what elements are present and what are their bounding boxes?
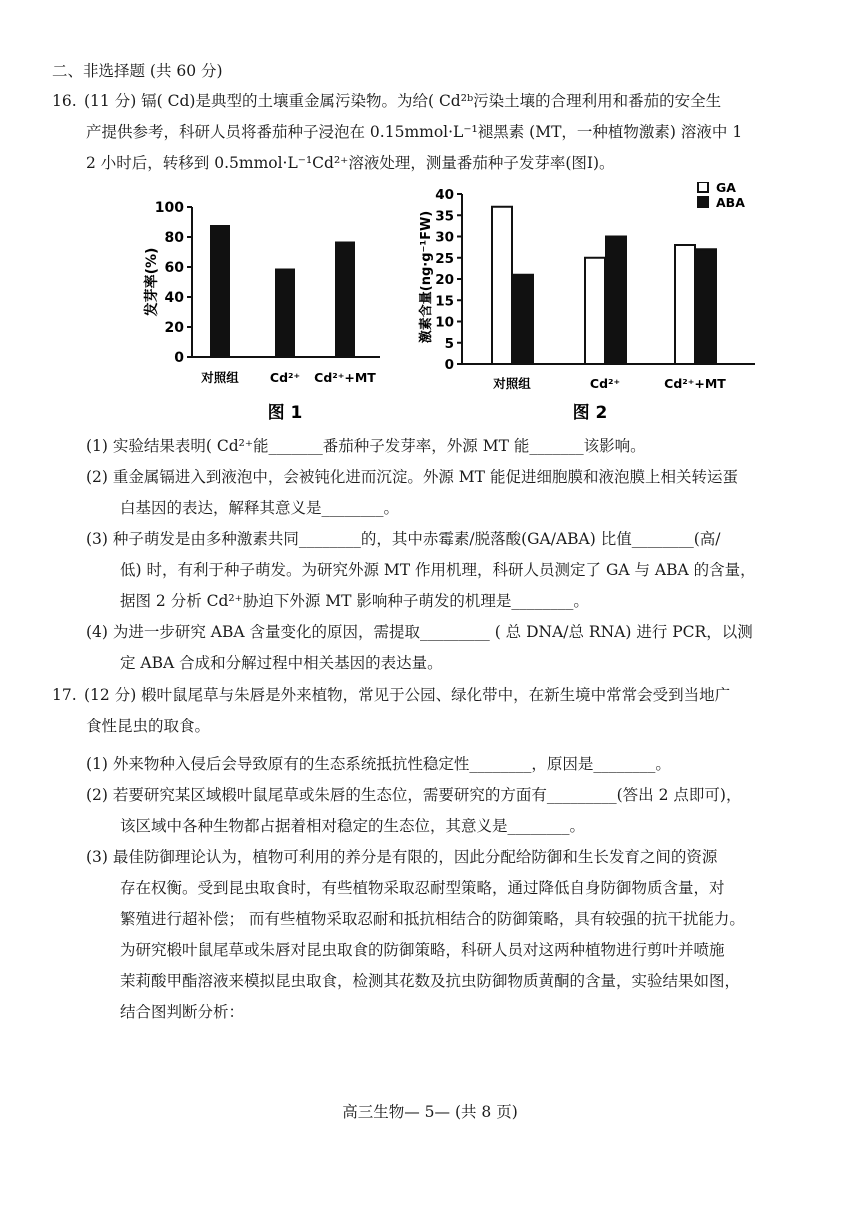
figure-1: [143, 200, 380, 423]
fig2-legend-label: ABA: [716, 195, 745, 210]
q16-sub1: (1) 实验结果表明( Cd²⁺能_______番茄种子发芽率，外源 MT 能_______该影响。: [86, 437, 646, 455]
fig2-legend-swatch-aba: [698, 197, 708, 207]
fig1-caption: 图 1: [267, 403, 303, 423]
fig2-bar-ga: [675, 245, 695, 364]
page-footer: 高三生物— 5— (共 8 页): [342, 1103, 518, 1121]
q17-sub3-line-5: 茉莉酸甲酯溶液来模拟昆虫取食，检测其花数及抗虫防御物质黄酮的含量，实验结果如图，: [120, 972, 741, 990]
fig2-y-tick-label: 0: [444, 357, 454, 373]
q17-sub2-line-2: 该区域中各种生物都占据着相对稳定的生态位，其意义是________。: [120, 817, 586, 835]
q17-line-2: 食性昆虫的取食。: [86, 717, 211, 735]
fig1-bar: [275, 269, 295, 358]
fig2-bar-aba: [606, 237, 626, 365]
fig2-y-tick-label: 30: [435, 229, 454, 246]
fig2-bar-aba: [513, 275, 533, 364]
q16-sub3-line-3: 据图 2 分析 Cd²⁺胁迫下外源 MT 影响种子萌发的机理是________。: [120, 592, 589, 610]
fig1-category-label: Cd²⁺: [269, 370, 301, 385]
q17-text-1: (12 分) 椴叶鼠尾草与朱唇是外来植物，常见于公园、绿化带中，在新生境中常常会受到当地广: [84, 686, 731, 704]
fig2-caption: 图 2: [572, 403, 608, 423]
fig2-category-label: 对照组: [493, 376, 531, 391]
q17-line-1: [52, 684, 730, 706]
fig2-y-tick-label: 5: [444, 335, 454, 352]
fig2-y-tick-label: 35: [435, 208, 454, 225]
q16-sub3-line-2: 低) 时，有利于种子萌发。为研究外源 MT 作用机理，科研人员测定了 GA 与 ABA 的含量，: [120, 561, 756, 579]
q16-line-3: 2 小时后，转移到 0.5mmol·L⁻¹Cd²⁺溶液处理，测量番茄种子发芽率(图Ⅰ)。: [86, 154, 615, 172]
fig1-bar: [210, 225, 230, 357]
fig1-y-tick-label: 60: [164, 260, 184, 276]
figure-2: [418, 182, 755, 423]
fig1-y-tick-label: 100: [154, 200, 184, 216]
fig1-y-tick-label: 80: [164, 230, 184, 246]
q16-sub4-line-1: (4) 为进一步研究 ABA 含量变化的原因，需提取_________ ( 总 DNA/总 RNA) 进行 PCR，以测: [86, 623, 753, 641]
q17-sub1: (1) 外来物种入侵后会导致原有的生态系统抵抗性稳定性________，原因是________。: [86, 755, 671, 773]
fig2-y-tick-label: 40: [435, 187, 454, 203]
fig2-category-label: Cd²⁺+MT: [664, 376, 726, 391]
fig2-category-label: Cd²⁺: [589, 376, 621, 391]
fig1-y-tick-label: 20: [164, 320, 184, 336]
q16-sub3-line-1: (3) 种子萌发是由多种激素共同________的，其中赤霉素/脱落酸(GA/ABA) 比值________(高/: [86, 530, 721, 548]
q16-sub2-line-2: 白基因的表达，解释其意义是________。: [120, 499, 400, 517]
fig1-y-tick-label: 40: [164, 290, 184, 306]
fig2-legend-swatch-ga: [698, 182, 708, 192]
q16-text-1: (11 分) 镉( Cd)是典型的土壤重金属污染物。为给( Cd²ᵇ污染土壤的合理利用和番茄的安全生: [84, 92, 722, 110]
section-title: 二、非选择题 (共 60 分): [52, 62, 223, 80]
q17-sub3-line-1: (3) 最佳防御理论认为，植物可利用的养分是有限的，因此分配给防御和生长发育之间的资源: [86, 848, 718, 866]
fig2-bar-aba: [696, 249, 716, 364]
q16-line-1: [52, 90, 721, 112]
q16-line-2: 产提供参考，科研人员将番茄种子浸泡在 0.15mmol·L⁻¹褪黑素 (MT，一种植物激素) 溶液中 1: [86, 123, 743, 141]
fig1-y-axis-label: 发芽率(%): [144, 247, 160, 317]
fig2-y-axis-label: 激素含量(ng·g⁻¹FW): [419, 210, 434, 344]
q17-sub3-line-4: 为研究椴叶鼠尾草或朱唇对昆虫取食的防御策略，科研人员对这两种植物进行剪叶并喷施: [120, 941, 725, 959]
q17-number: 17.: [52, 686, 77, 704]
q17-sub3-line-3: 繁殖进行超补偿； 而有些植物采取忍耐和抵抗相结合的防御策略，具有较强的抗干扰能力。: [120, 910, 745, 928]
fig2-y-tick-label: 15: [435, 293, 454, 310]
fig2-y-tick-label: 10: [435, 314, 454, 331]
q16-number: 16.: [52, 92, 77, 110]
q17-sub3-line-2: 存在权衡。受到昆虫取食时，有些植物采取忍耐型策略，通过降低自身防御物质含量，对: [120, 879, 725, 897]
q17-sub3-line-6: 结合图判断分析：: [120, 1003, 245, 1021]
q16-sub2-line-1: (2) 重金属镉进入到液泡中，会被钝化进而沉淀。外源 MT 能促进细胞膜和液泡膜上相关转运蛋: [86, 468, 738, 486]
fig2-y-tick-label: 25: [435, 250, 454, 267]
q17-sub2-line-1: (2) 若要研究某区域椴叶鼠尾草或朱唇的生态位，需要研究的方面有_________(答出 2 点即可)，: [86, 786, 742, 804]
fig2-legend-label: GA: [716, 182, 736, 195]
q16-sub4-line-2: 定 ABA 合成和分解过程中相关基因的表达量。: [120, 654, 443, 672]
fig1-category-label: 对照组: [201, 370, 239, 385]
fig1-category-label: Cd²⁺+MT: [314, 370, 376, 385]
fig2-y-tick-label: 20: [435, 272, 454, 288]
fig2-bar-ga: [492, 207, 512, 364]
fig2-bar-ga: [585, 258, 605, 364]
fig1-y-tick-label: 0: [174, 350, 184, 366]
fig1-bar: [335, 242, 355, 358]
figure-charts: [140, 182, 780, 432]
